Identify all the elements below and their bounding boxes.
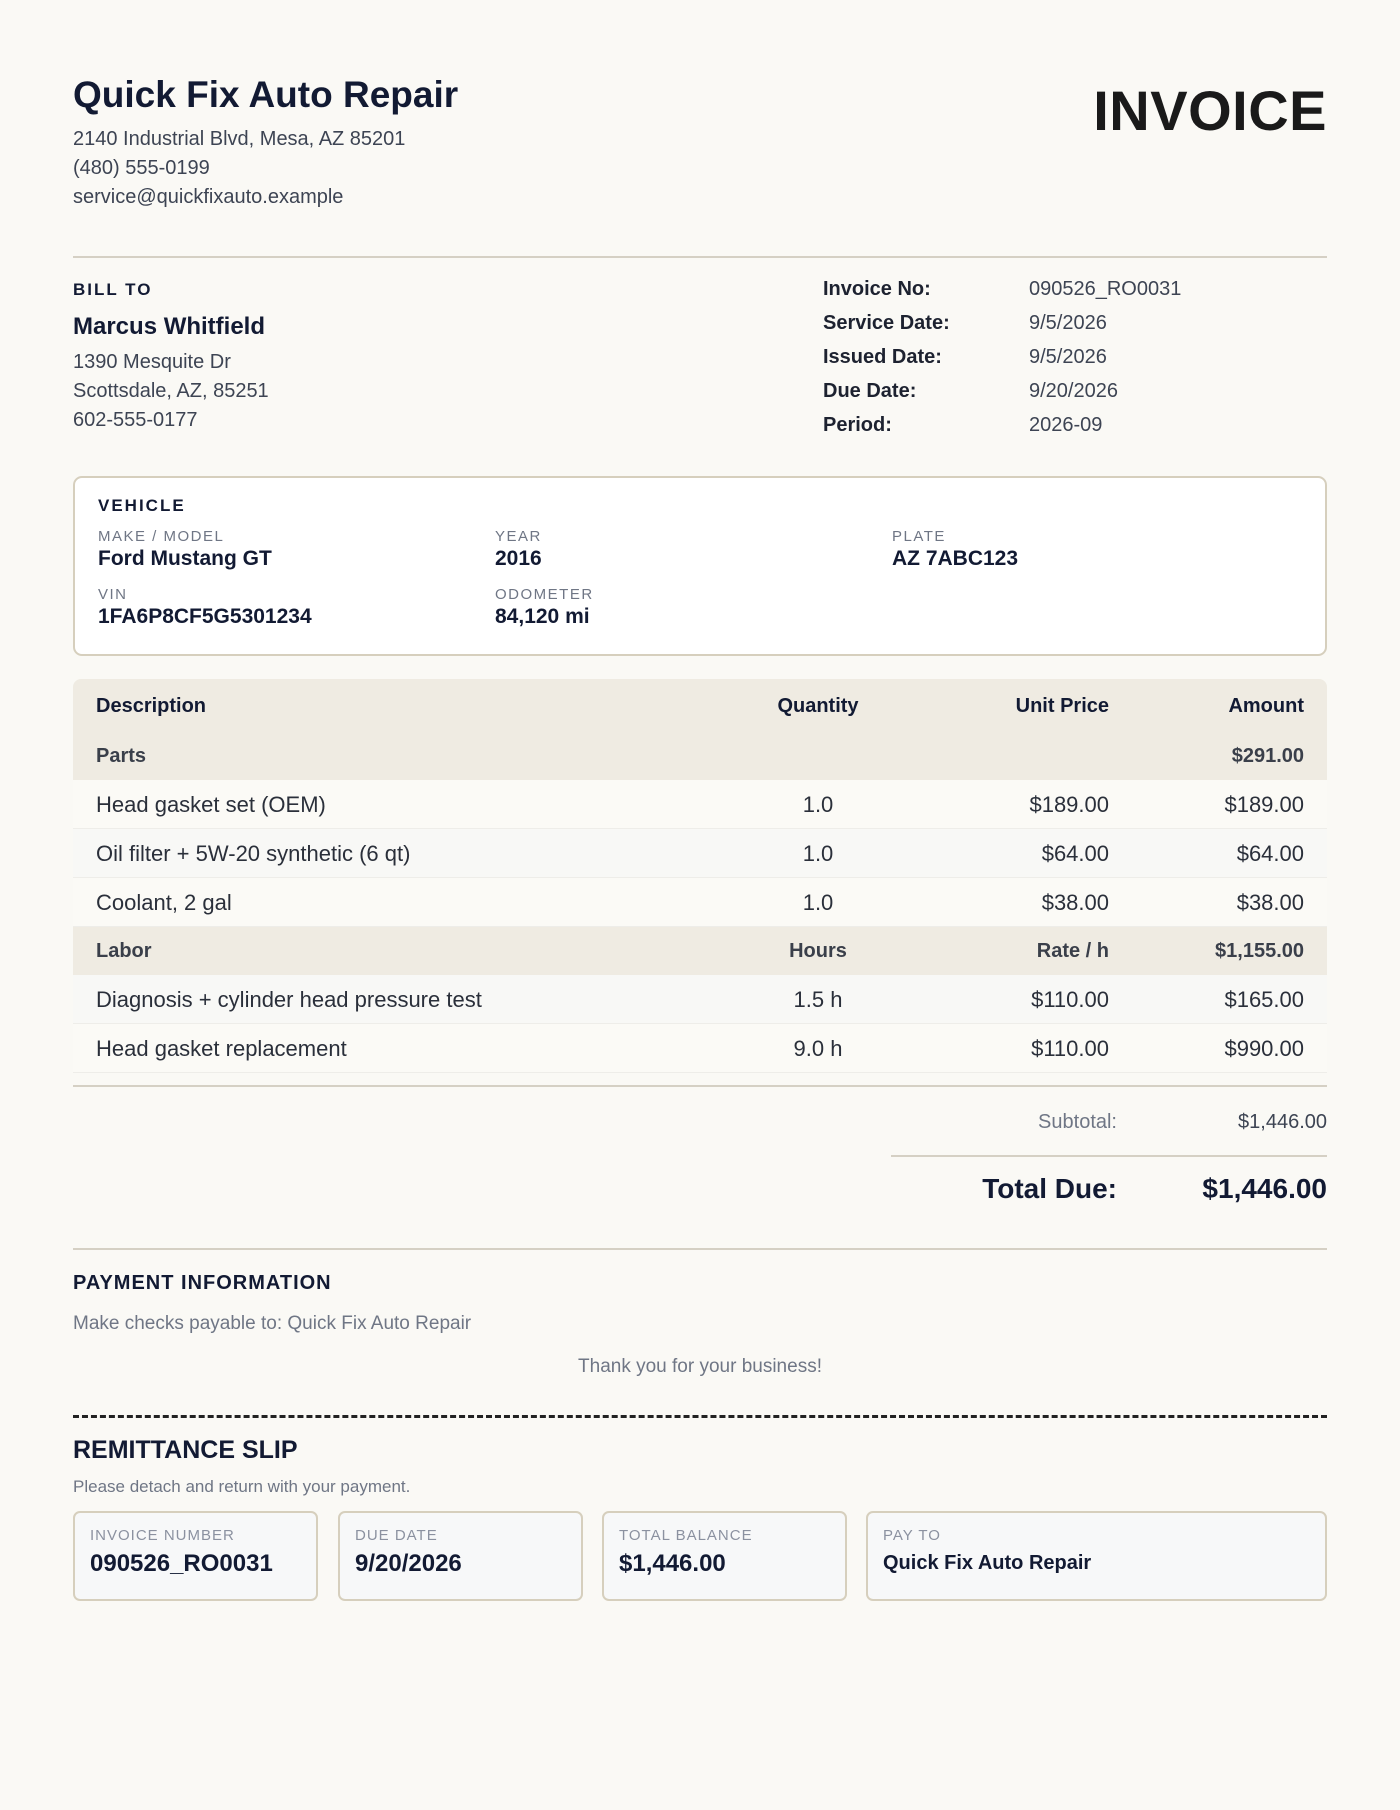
item-unit-price: $64.00 [1041, 841, 1109, 866]
billing-section [73, 258, 1327, 476]
column-header-description: Description [96, 695, 207, 717]
remit-due-date [338, 1511, 583, 1601]
group-row-labor [73, 927, 1327, 975]
remit-pay-to [866, 1511, 1327, 1601]
meta-value: 9/20/2026 [1029, 380, 1118, 402]
item-unit-price: $110.00 [1031, 1036, 1109, 1061]
company-email: service@quickfixauto.example [73, 186, 344, 208]
group-label: Parts [96, 745, 147, 767]
meta-row-issued-date [823, 346, 1323, 380]
totals-divider [891, 1155, 1327, 1157]
remittance-slip [73, 1418, 1327, 1618]
field-label: MAKE / MODEL [98, 528, 225, 545]
payment-info-label: PAYMENT INFORMATION [73, 1272, 332, 1294]
vehicle-vin [98, 586, 312, 629]
table-row [73, 878, 1327, 927]
field-value: 84,120 mi [495, 605, 590, 628]
item-description: Diagnosis + cylinder head pressure test [96, 987, 482, 1012]
vehicle-make-model [98, 528, 272, 571]
payable-to-text: Make checks payable to: Quick Fix Auto Repair [73, 1313, 472, 1334]
remit-field-value: $1,446.00 [619, 1550, 726, 1577]
group-label: Labor [96, 940, 152, 962]
column-header-amount: Amount [1228, 695, 1304, 717]
table-row [73, 975, 1327, 1024]
item-unit-price: $189.00 [1029, 792, 1109, 817]
total-due-value: $1,446.00 [1202, 1173, 1327, 1204]
column-header-unit-price: Unit Price [1015, 695, 1109, 717]
item-amount: $990.00 [1224, 1036, 1304, 1061]
item-description: Coolant, 2 gal [96, 890, 232, 915]
bill-to-label: BILL TO [73, 280, 153, 299]
thank-you-text: Thank you for your business! [578, 1356, 822, 1377]
remit-field-value: 090526_RO0031 [90, 1550, 273, 1577]
line-items-table [73, 679, 1327, 1087]
vehicle-label: VEHICLE [98, 496, 186, 515]
table-header-row [73, 679, 1327, 732]
meta-key: Issued Date: [823, 346, 942, 368]
document-title: INVOICE [1093, 79, 1327, 142]
remittance-note: Please detach and return with your payment. [73, 1477, 411, 1496]
table-bottom-rule [73, 1073, 1327, 1087]
meta-row-service-date [823, 312, 1323, 346]
customer-name: Marcus Whitfield [73, 313, 266, 340]
meta-row-due-date [823, 380, 1323, 414]
subtotal-label: Subtotal: [1038, 1111, 1117, 1133]
field-label: PLATE [892, 528, 946, 545]
item-quantity: 1.0 [802, 792, 834, 817]
vehicle-plate [892, 528, 1018, 571]
remit-field-value: 9/20/2026 [355, 1550, 462, 1577]
group-total: $291.00 [1231, 745, 1304, 767]
customer-city: Scottsdale, AZ, 85251 [73, 380, 269, 402]
meta-key: Invoice No: [823, 278, 931, 300]
invoice-header [73, 0, 1327, 258]
item-unit-price: $110.00 [1031, 987, 1109, 1012]
field-label: YEAR [495, 528, 542, 545]
customer-phone: 602-555-0177 [73, 409, 198, 431]
vehicle-odometer [495, 586, 594, 629]
field-value: AZ 7ABC123 [892, 547, 1019, 570]
group-row-parts [73, 732, 1327, 780]
item-description: Oil filter + 5W-20 synthetic (6 qt) [96, 841, 411, 866]
payment-section [73, 1250, 1327, 1418]
item-amount: $165.00 [1224, 987, 1304, 1012]
item-amount: $64.00 [1236, 841, 1304, 866]
field-value: 2016 [495, 547, 542, 570]
remittance-title: REMITTANCE SLIP [73, 1436, 298, 1464]
meta-key: Service Date: [823, 312, 950, 334]
company-address: 2140 Industrial Blvd, Mesa, AZ 85201 [73, 128, 406, 150]
meta-value: 9/5/2026 [1029, 346, 1107, 368]
item-amount: $189.00 [1224, 792, 1304, 817]
group-price-header: Rate / h [1036, 940, 1109, 962]
remit-field-value: Quick Fix Auto Repair [883, 1552, 1092, 1574]
meta-value: 9/5/2026 [1029, 312, 1107, 334]
subtotal-value: $1,446.00 [1238, 1111, 1327, 1133]
meta-key: Period: [823, 414, 892, 436]
item-quantity: 1.5 h [793, 987, 843, 1012]
field-value: 1FA6P8CF5G5301234 [98, 605, 312, 628]
customer-street: 1390 Mesquite Dr [73, 351, 231, 373]
remit-field-label: PAY TO [883, 1527, 941, 1544]
meta-row-period [823, 414, 1323, 448]
meta-value: 2026-09 [1029, 414, 1103, 436]
table-row [73, 1024, 1327, 1073]
item-quantity: 1.0 [802, 841, 834, 866]
group-quantity-header: Hours [789, 940, 847, 962]
totals-section [73, 1087, 1327, 1250]
item-description: Head gasket replacement [96, 1036, 347, 1061]
company-name: Quick Fix Auto Repair [73, 74, 459, 115]
item-quantity: 9.0 h [793, 1036, 843, 1061]
meta-key: Due Date: [823, 380, 917, 402]
item-unit-price: $38.00 [1041, 890, 1109, 915]
remit-field-label: TOTAL BALANCE [619, 1527, 753, 1544]
table-row [73, 780, 1327, 829]
remit-field-label: DUE DATE [355, 1527, 438, 1544]
table-row [73, 829, 1327, 878]
item-quantity: 1.0 [802, 890, 834, 915]
meta-row-invoice-no [823, 278, 1323, 312]
field-label: VIN [98, 586, 128, 603]
remit-invoice-number [73, 1511, 318, 1601]
company-phone: (480) 555-0199 [73, 157, 210, 179]
meta-value: 090526_RO0031 [1029, 278, 1182, 300]
remit-field-label: INVOICE NUMBER [90, 1527, 235, 1544]
field-label: ODOMETER [495, 586, 594, 603]
invoice-meta [823, 278, 1323, 448]
field-value: Ford Mustang GT [98, 547, 272, 570]
group-total: $1,155.00 [1215, 940, 1304, 962]
vehicle-box [73, 476, 1327, 656]
vehicle-year [495, 528, 542, 571]
remit-total-balance [602, 1511, 847, 1601]
column-header-quantity: Quantity [777, 695, 859, 717]
total-due-label: Total Due: [982, 1173, 1117, 1204]
item-amount: $38.00 [1236, 890, 1304, 915]
item-description: Head gasket set (OEM) [96, 792, 326, 817]
